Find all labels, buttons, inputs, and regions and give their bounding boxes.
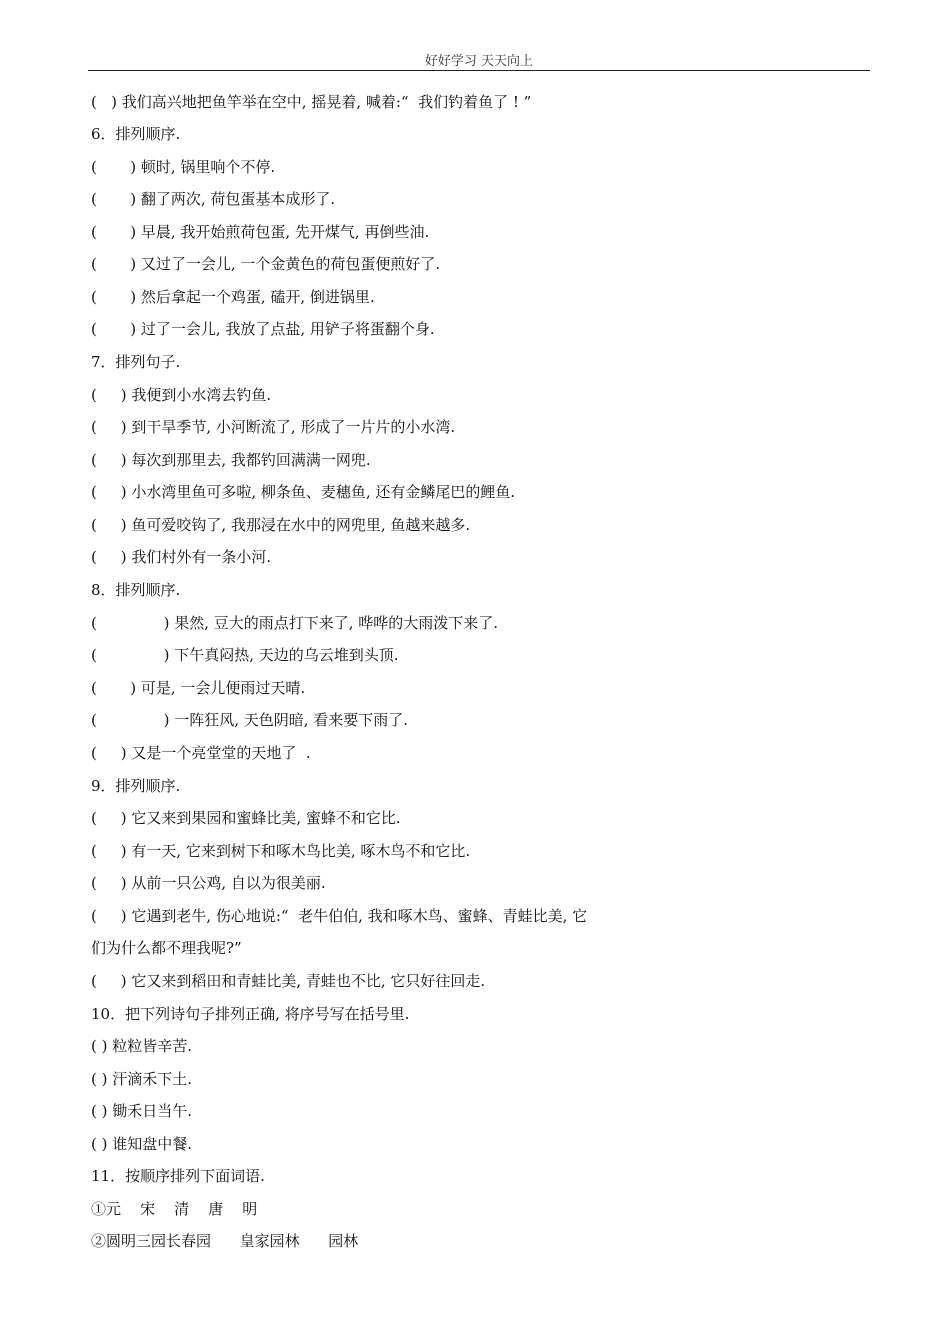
answer-item: ( ) 小水湾里鱼可多啦, 柳条鱼、麦穗鱼, 还有金鳞尾巴的鲤鱼. [91,483,516,501]
question-heading: 7．排列句子. [91,353,181,371]
answer-item: ( ) 又过了一会儿, 一个金黄色的荷包蛋便煎好了. [91,255,441,273]
answer-item: ( ) 过了一会儿, 我放了点盐, 用铲子将蛋翻个身. [91,320,435,338]
answer-item: ( ) 汗滴禾下土. [91,1070,193,1088]
question-heading: 9．排列顺序. [91,777,181,795]
answer-item: ( ) 粒粒皆辛苦. [91,1037,193,1055]
answer-item: ( ) 早晨, 我开始煎荷包蛋, 先开煤气, 再倒些油. [91,223,430,241]
answer-item: ( ) 翻了两次, 荷包蛋基本成形了. [91,190,336,208]
answer-item: ( ) 我们高兴地把鱼竿举在空中, 摇晃着, 喊着:“ 我们钓着鱼了 ! ” [91,93,532,111]
question-heading: 11．按顺序排列下面词语. [91,1167,265,1185]
word-list: ②圆明三园长春园 皇家园林 园林 [91,1232,359,1250]
page-header: 好好学习 天天向上 [424,54,534,69]
question-heading: 10．把下列诗句子排列正确, 将序号写在括号里. [91,1005,410,1023]
answer-item: ( ) 它又来到稻田和青蛙比美, 青蛙也不比, 它只好往回走. [91,972,486,990]
answer-item: ( ) 有一天, 它来到树下和啄木鸟比美, 啄木鸟不和它比. [91,842,471,860]
answer-item: ( ) 到干旱季节, 小河断流了, 形成了一片片的小水湾. [91,418,456,436]
answer-item: ( ) 然后拿起一个鸡蛋, 磕开, 倒进锅里. [91,288,375,306]
answer-item: ( ) 它遇到老牛, 伤心地说:“ 老牛伯伯, 我和啄木鸟、蜜蜂、青蛙比美, 它 [91,907,588,925]
answer-item: ( ) 它又来到果园和蜜蜂比美, 蜜蜂不和它比. [91,809,401,827]
answer-item: ( ) 可是, 一会儿便雨过天晴. [91,679,306,697]
answer-item: ( ) 鱼可爱咬钩了, 我那浸在水中的网兜里, 鱼越来越多. [91,516,471,534]
answer-item: ( ) 一阵狂风, 天色阴暗, 看来要下雨了. [91,711,409,729]
answer-item: ( ) 每次到那里去, 我都钓回满满一网兜. [91,451,371,469]
word-list: ①元 宋 清 唐 明 [91,1200,258,1218]
answer-item: ( ) 从前一只公鸡, 自以为很美丽. [91,874,326,892]
answer-item: ( ) 锄禾日当午. [91,1102,193,1120]
answer-item: ( ) 顿时, 锅里响个不停. [91,158,276,176]
answer-item: ( ) 谁知盘中餐. [91,1135,193,1153]
answer-item: ( ) 我便到小水湾去钓鱼. [91,386,272,404]
text-line: 们为什么都不理我呢?” [91,939,242,957]
header-divider [88,70,870,71]
answer-item: ( ) 果然, 豆大的雨点打下来了, 哗哗的大雨泼下来了. [91,614,499,632]
answer-item: ( ) 我们村外有一条小河. [91,548,272,566]
question-heading: 6．排列顺序. [91,125,181,143]
question-heading: 8．排列顺序. [91,581,181,599]
answer-item: ( ) 下午真闷热, 天边的乌云堆到头顶. [91,646,399,664]
answer-item: ( ) 又是一个亮堂堂的天地了 . [91,744,311,762]
